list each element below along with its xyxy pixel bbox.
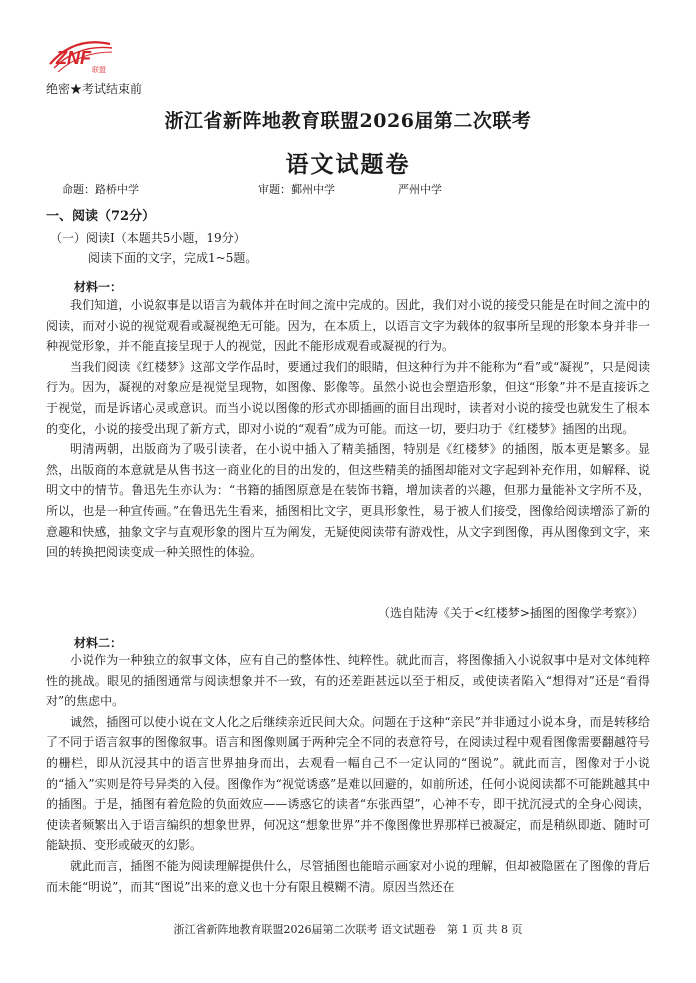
material-1-body bbox=[46, 295, 650, 563]
secret-label: 绝密★考试结束前 bbox=[46, 82, 143, 96]
alliance-logo bbox=[44, 34, 116, 78]
exam-subtitle: 语文试题卷 bbox=[285, 151, 411, 178]
setter-school: 命题：路桥中学 bbox=[62, 183, 139, 196]
material-1-source: （选自陆涛《关于<红楼梦>插图的图像学考察》） bbox=[377, 606, 644, 620]
material-2-paragraph: 小说作为一种独立的叙事文体，应有自己的整体性、纯粹性。就此而言，将图像插入小说叙事中是对文体纯粹性的挑战。眼见的插图通常与阅读想象并不一致，有的还差距甚远以至于相反，或使读者陷入“想得对”还是“看得对”的焦虑中。 bbox=[46, 653, 650, 709]
material-2-paragraph: 诚然，插图可以使小说在文人化之后继续亲近民间大众。问题在于这种“亲民”并非通过小说本身，而是转移给了不同于语言叙事的图像叙事。语言和图像则属于两种完全不同的表意符号，在阅读过程中观看图像需要翻越符号的栅栏，即从沉浸其中的语言世界抽身而出，去观看一幅自己不一定认同的“图说”。就此而言，图像对于小说的“插入”实则是符号异类的入侵。图像作为“视觉诱惑”是难以回避的，如前所述，任何小说阅读都不可能跳越其中的插图。于是，插图有着危险的负面效应——诱惑它的读者“东张西望”，心神不专，即干扰沉浸式的全身心阅读，使读者频繁出入于语言编织的想象世界，何况这“想象世界”并不像图像世界那样已被凝定，而是稍纵即逝、随时可能缺损、变形或破灭的幻影。 bbox=[46, 714, 650, 853]
material-2-body bbox=[46, 650, 650, 897]
logo-text: ZNF bbox=[56, 48, 91, 68]
page-footer: 浙江省新阵地教育联盟2026届第二次联考 语文试题卷 第 1 页 共 8 页 bbox=[173, 923, 523, 936]
material-2-label: 材料二： bbox=[74, 636, 123, 650]
exam-title: 浙江省新阵地教育联盟2026届第二次联考 bbox=[164, 110, 532, 132]
material-2-paragraph: 就此而言，插图不能为阅读理解提供什么，尽管插图也能暗示画家对小说的理解，但却被隐匿在了图像的背后而未能“明说”，而其“图说”出来的意义也十分有限且模糊不清。原因当然还在 bbox=[46, 858, 650, 894]
reviewer-school: 审题：鄞州中学 bbox=[258, 183, 335, 196]
section-heading: 一、阅读（72分） bbox=[46, 209, 156, 224]
material-1-label: 材料一： bbox=[74, 280, 123, 294]
logo-mark-icon bbox=[44, 34, 116, 78]
subsection-heading: （一）阅读Ⅰ（本题共5小题，19分） bbox=[50, 231, 246, 245]
material-1-paragraph: 明清两朝，出版商为了吸引读者，在小说中插入了精美插图，特别是《红楼梦》的插图，版本更是繁多。显然，出版商的本意就是从售书这一商业化的目的出发的，但这些精美的插图却能对文字起到补充作用，如解释、说明文中的情节。鲁迅先生亦认为：“书籍的插图原意是在装饰书籍，增加读者的兴趣，但那力量能补文字所不及，所以，也是一种宣传画。”在鲁迅先生看来，插图相比文字，更具形象性，易于被人们接受，图像给阅读增添了新的意趣和快感，抽象文字与直观形象的图片互为阐发，无疑使阅读带有游戏性，从文字到图像，再从图像到文字，来回的转换把阅读变成一种关照性的体验。 bbox=[46, 442, 650, 560]
logo-subtext: 联盟 bbox=[92, 66, 106, 74]
reading-instruction: 阅读下面的文字，完成1~5题。 bbox=[88, 251, 258, 265]
material-1-paragraph: 我们知道，小说叙事是以语言为载体并在时间之流中完成的。因此，我们对小说的接受只能是在时间之流中的阅读，而对小说的视觉观看或凝视绝无可能。因为，在本质上，以语言文字为载体的叙事所呈现的形象本身并非一种视觉形象，并不能直接呈现于人的视觉，因此不能形成观看或凝视的行为。 bbox=[46, 298, 650, 354]
material-1-paragraph: 当我们阅读《红楼梦》这部文学作品时，要通过我们的眼睛，但这种行为并不能称为“看”或“凝视”，只是阅读行为。因为，凝视的对象应是视觉呈现物，如图像、影像等。虽然小说也会塑造形象，但这“形象”并不是直接诉之于视觉，而是诉诸心灵或意识。而当小说以图像的形式亦即插画的面目出现时，读者对小说的接受也就发生了根本的变化，小说的接受出现了新方式，即对小说的“观看”成为可能。而这一切，要归功于《红楼梦》插图的出现。 bbox=[46, 359, 650, 436]
reviewer-school-2: 严州中学 bbox=[398, 183, 442, 196]
